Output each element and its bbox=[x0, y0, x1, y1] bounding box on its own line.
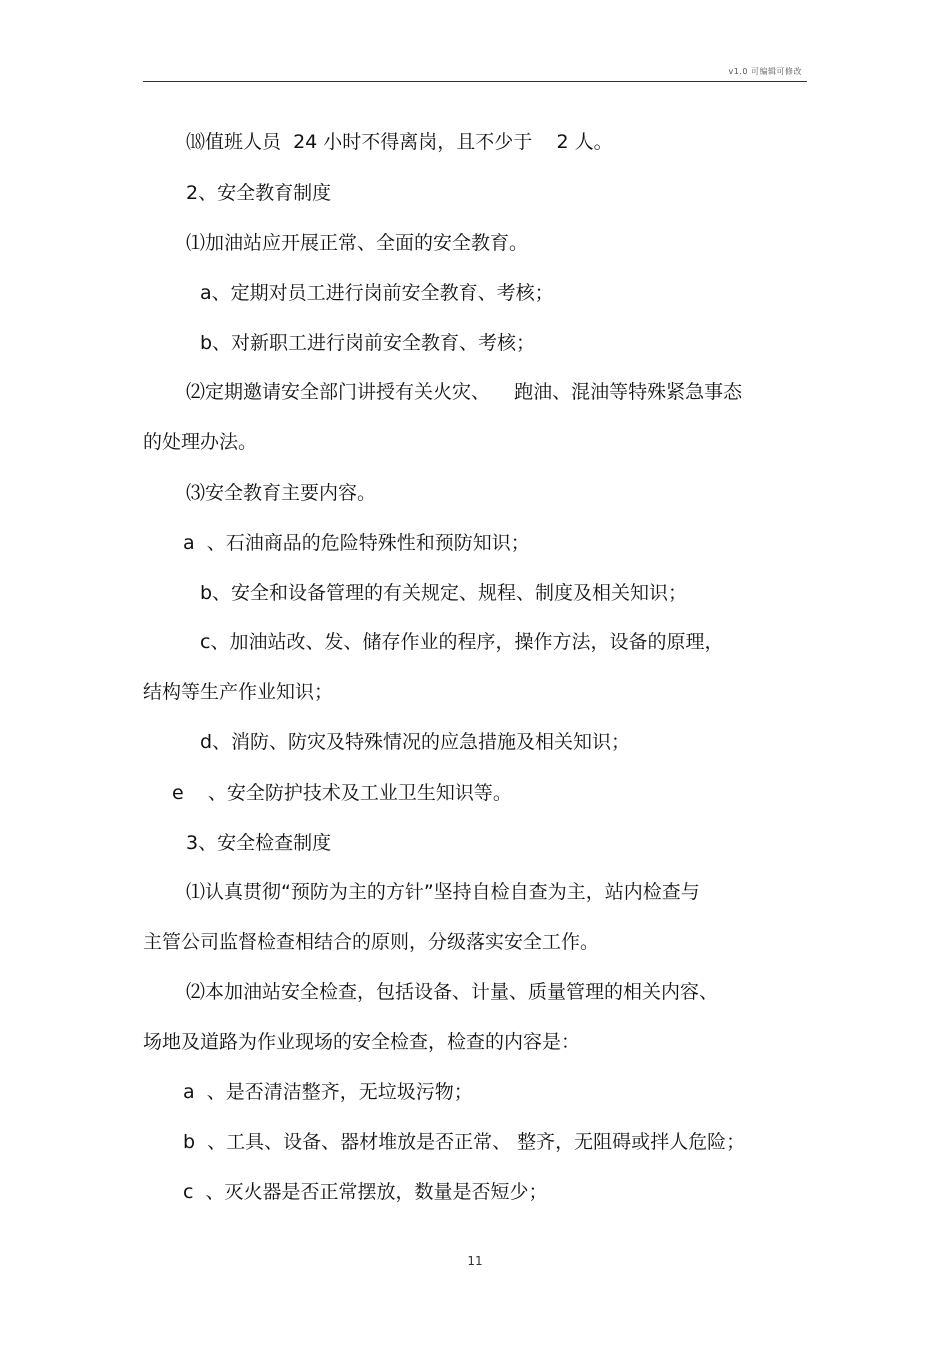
header-version-note: v1.0 可编辑可修改 bbox=[728, 67, 802, 76]
list-item: b 、工具、设备、器材堆放是否正常、 整齐，无阻碍或拌人危险； bbox=[183, 1131, 746, 1153]
list-item: d、消防、防灾及特殊情况的应急措施及相关知识； bbox=[200, 731, 631, 753]
text-line: 的处理办法。 bbox=[143, 431, 258, 453]
list-item: c 、灭火器是否正常摆放，数量是否短少； bbox=[183, 1181, 548, 1203]
text-line: ⑶安全教育主要内容。 bbox=[186, 482, 377, 504]
list-item: b、安全和设备管理的有关规定、规程、制度及相关知识； bbox=[200, 582, 688, 604]
text-line: ⑵本加油站安全检查，包括设备、计量、质量管理的相关内容、 bbox=[186, 981, 719, 1003]
page-number: 11 bbox=[467, 1254, 483, 1268]
text-line: ⑵定期邀请安全部门讲授有关火灾、 跑油、混油等特殊紧急事态 bbox=[186, 381, 743, 403]
list-item: a 、是否清洁整齐，无垃圾污物； bbox=[183, 1081, 473, 1103]
text-line: ⑴认真贯彻“预防为主的方针”坚持自检自查为主，站内检查与 bbox=[186, 881, 700, 903]
header-divider bbox=[143, 81, 807, 82]
text-line: ⑴加油站应开展正常、全面的安全教育。 bbox=[186, 232, 529, 254]
section-heading: 2、安全教育制度 bbox=[186, 182, 332, 204]
section-heading: 3、安全检查制度 bbox=[186, 832, 332, 854]
list-item: a 、石油商品的危险特殊性和预防知识； bbox=[183, 532, 530, 554]
text-line: 结构等生产作业知识； bbox=[143, 681, 334, 703]
text-line: ⒅值班人员 24 小时不得离岗，且不少于 2 人。 bbox=[186, 131, 613, 153]
list-item: a、定期对员工进行岗前安全教育、考核； bbox=[200, 282, 554, 304]
list-item: b、对新职工进行岗前安全教育、考核； bbox=[200, 332, 536, 354]
list-item: e 、安全防护技术及工业卫生知识等。 bbox=[172, 782, 512, 804]
text-line: 主管公司监督检查相结合的原则，分级落实安全工作。 bbox=[143, 931, 600, 953]
text-line: 场地及道路为作业现场的安全检查，检查的内容是： bbox=[143, 1031, 581, 1053]
list-item: c、加油站改、发、储存作业的程序，操作方法，设备的原理， bbox=[200, 631, 724, 653]
